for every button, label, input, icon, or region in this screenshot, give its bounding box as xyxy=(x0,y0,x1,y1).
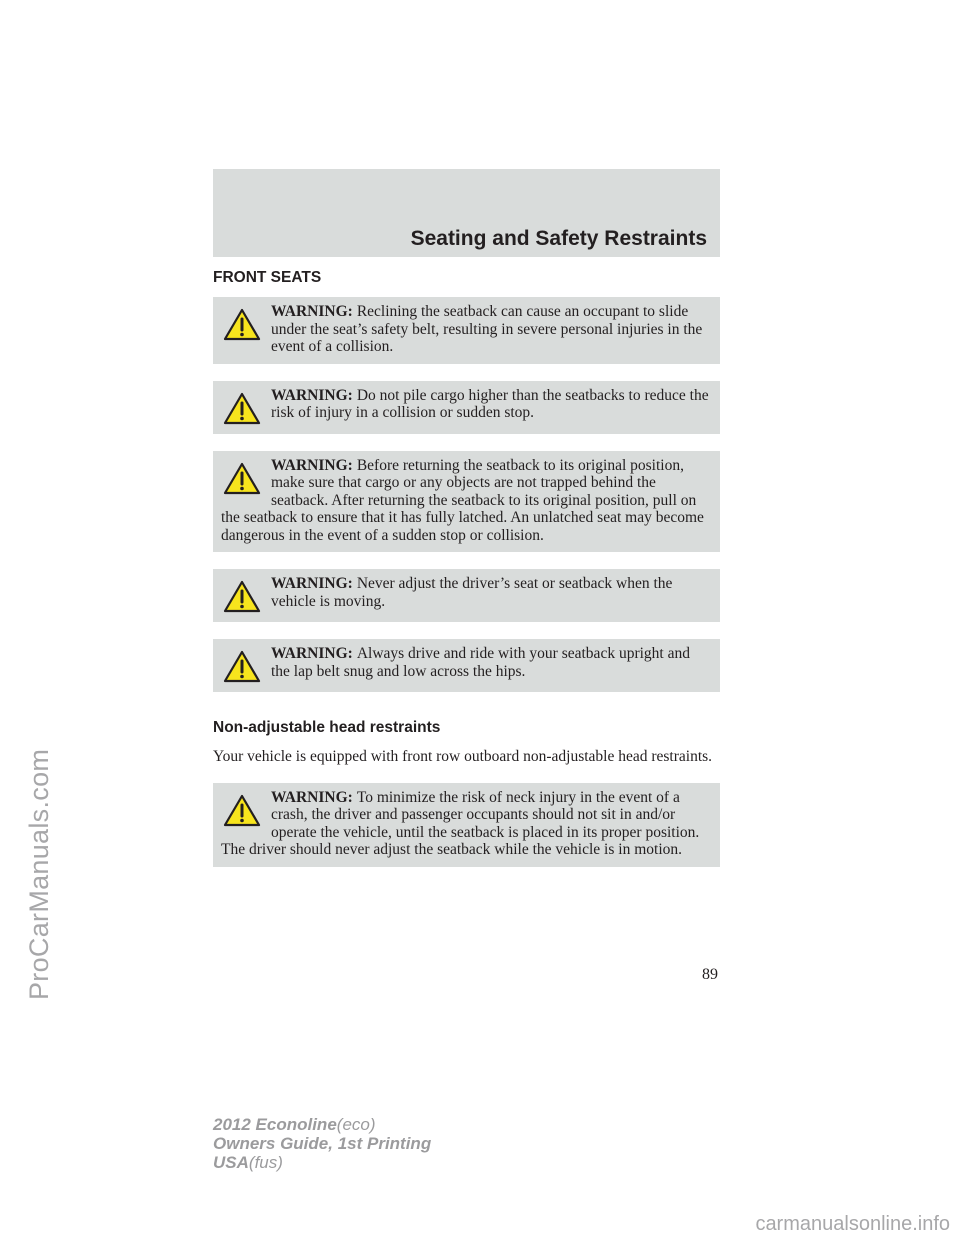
warning-box xyxy=(213,569,720,622)
page-content xyxy=(213,268,720,884)
warning-text: Reclining the seatback can cause an occupant to slide under the seat’s safety belt, resulting in severe personal injuries in the event of a collision. xyxy=(271,303,703,355)
footer-model: 2012 Econoline xyxy=(213,1115,337,1134)
warning-triangle-icon xyxy=(223,308,263,342)
warning-text: Always drive and ride with your seatback upright and the lap belt snug and low across the hips. xyxy=(271,645,690,680)
warning-label: WARNING: xyxy=(271,303,353,320)
section-title: Seating and Safety Restraints xyxy=(410,227,707,250)
warning-box xyxy=(213,297,720,364)
warning-triangle-icon xyxy=(223,580,263,614)
footer-market: USA xyxy=(213,1153,249,1172)
warning-box xyxy=(213,783,720,867)
page-number: 89 xyxy=(702,966,718,983)
front-seats-heading: FRONT SEATS xyxy=(213,269,322,286)
warning-triangle-icon xyxy=(223,392,263,426)
watermark-carmanualsonline: carmanualsonline.info xyxy=(755,1213,950,1235)
warning-triangle-icon xyxy=(223,794,263,828)
head-restraints-body: Your vehicle is equipped with front row outboard non-adjustable head restraints. xyxy=(213,748,713,765)
warning-text: Do not pile cargo higher than the seatbacks to reduce the risk of injury in a collision or sudden stop. xyxy=(271,386,709,421)
warning-triangle-icon xyxy=(223,462,263,496)
warning-label: WARNING: xyxy=(271,575,353,592)
warning-box xyxy=(213,381,720,434)
footer-market-code: (fus) xyxy=(248,1153,283,1172)
footer-printing: Owners Guide, 1st Printing xyxy=(213,1134,432,1153)
warning-label: WARNING: xyxy=(271,456,353,474)
warning-label: WARNING: xyxy=(271,788,353,806)
warning-text: To minimize the risk of neck injury in the event of a crash, the driver and passenger occupants should not sit in and/or operate the vehicle, until the seatback is placed in its proper position. The driver should never adjust the seatback while the vehicle is in motion. xyxy=(221,788,700,858)
warning-text: Before returning the seatback to its original position, make sure that cargo or any objects are not trapped behind the seatback. After returning the seatback to its original position, pull on the seatback to ensure that it has fully latched. An unlatched seat may become dangerous in the event of a sudden stop or collision. xyxy=(221,456,704,544)
head-restraints-heading: Non-adjustable head restraints xyxy=(213,719,441,736)
warning-text: Never adjust the driver’s seat or seatback when the vehicle is moving. xyxy=(271,575,673,610)
warning-box xyxy=(213,639,720,692)
warning-box xyxy=(213,451,720,553)
section-header-band xyxy=(213,169,720,257)
watermark-procarmanuals: ProCarManuals.com xyxy=(24,748,54,1000)
footer-model-code: (eco) xyxy=(336,1115,376,1134)
warning-label: WARNING: xyxy=(271,386,353,404)
warning-triangle-icon xyxy=(223,650,263,684)
document-footer xyxy=(213,1115,431,1172)
warning-label: WARNING: xyxy=(271,645,353,662)
